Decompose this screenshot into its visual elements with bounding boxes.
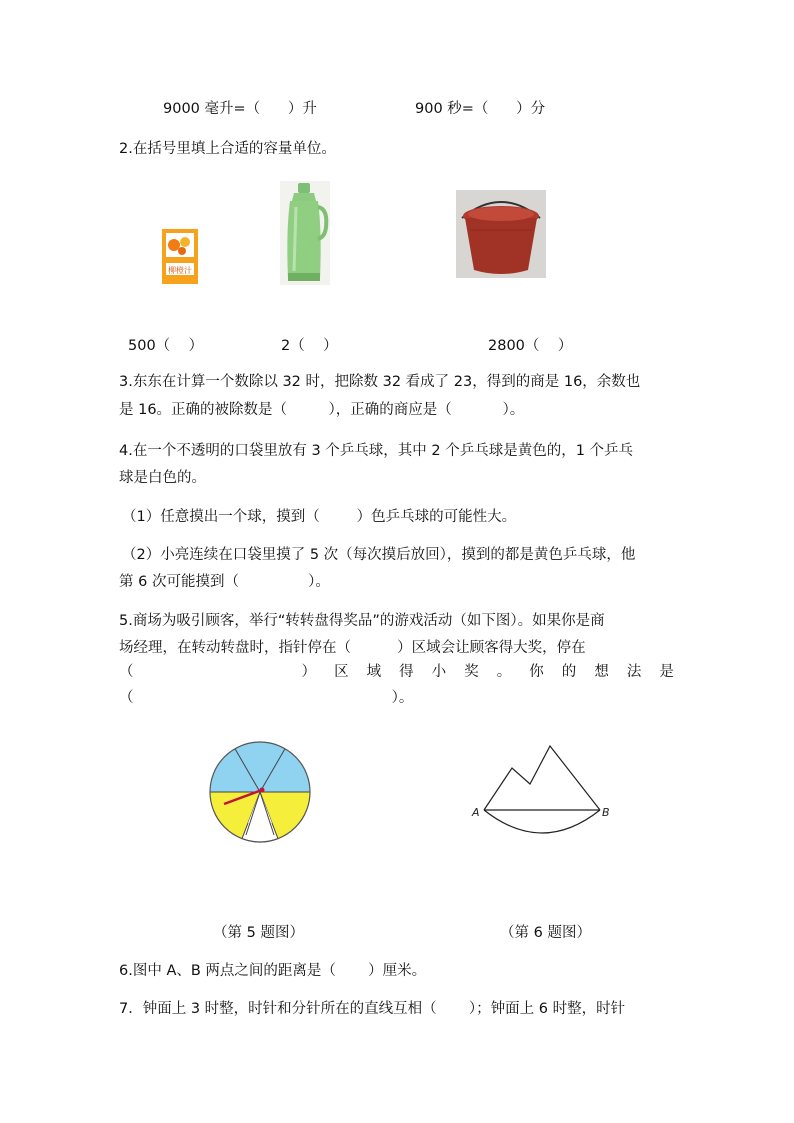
question-5-line-2: 场经理，在转动转盘时，指针停在（ ）区域会让顾客得大奖，停在 [119,640,586,656]
question-3-line-2: 是 16。正确的被除数是（ ），正确的商应是（ ）。 [119,402,525,418]
figure-5-caption: （第 5 题图） [213,925,304,941]
juice-box-label: 柳橙汁 [168,266,192,275]
q5-char: 想 [594,664,609,680]
figure-6-caption: （第 6 题图） [500,925,591,941]
q5-char: 域 [366,664,382,680]
label-juice: 500（ ） [128,338,204,354]
bucket-image [456,190,546,278]
q5-char: ） [301,664,317,680]
point-a-label: A [472,806,480,819]
conversion-liters: 9000 毫升=（ ）升 [163,101,317,117]
spinner-figure [208,740,312,844]
conversion-minutes: 900 秒=（ ）分 [415,101,546,117]
question-4-sub-2-line-1: （2）小亮连续在口袋里摸了 5 次（每次摸后放回），摸到的都是黄色乒乓球，他 [122,547,636,563]
thermos-image [280,181,330,285]
question-2-title: 2.在括号里填上合适的容量单位。 [119,141,336,157]
q5-char: （ [119,664,134,680]
question-3-line-1: 3.东东在计算一个数除以 32 时，把除数 32 看成了 23，得到的商是 16，余数也 [119,374,641,390]
q5-char: 是 [659,664,674,680]
juice-box-image [162,229,198,284]
point-b-label: B [602,806,610,819]
q5-char: 奖 [464,664,479,680]
q5-char: 。 [496,664,512,680]
label-bucket: 2800（ ） [488,338,573,354]
question-5-line-1: 5.商场为吸引顾客，举行“转转盘得奖品”的游戏活动（如下图）。如果你是商 [119,613,605,629]
q5-char: 的 [561,664,577,680]
q5-char: 区 [334,664,349,680]
label-thermos: 2（ ） [281,338,338,354]
question-4-line-2: 球是白色的。 [119,470,206,486]
question-4-line-1: 4.在一个不透明的口袋里放有 3 个乒乓球，其中 2 个乒乓球是黄色的，1 个乒乓 [119,443,634,459]
question-4-sub-1: （1）任意摸出一个球，摸到（ ）色乒乓球的可能性大。 [122,509,517,525]
question-6-line: 6.图中 A、B 两点之间的距离是（ ）厘米。 [119,963,427,979]
ab-segment-figure [468,738,618,838]
question-4-sub-2-line-2: 第 6 次可能摸到（ ）。 [119,574,330,590]
question-5-line-3 [119,662,674,682]
question-5-line-4: （ ）。 [119,690,414,706]
q5-char: 小 [431,664,447,680]
q5-char: 得 [399,664,414,680]
q5-char: 你 [529,664,544,680]
question-7-line: 7．钟面上 3 时整，时针和分针所在的直线互相（ ）；钟面上 6 时整，时针 [119,1001,626,1017]
q5-char: 法 [626,664,642,680]
